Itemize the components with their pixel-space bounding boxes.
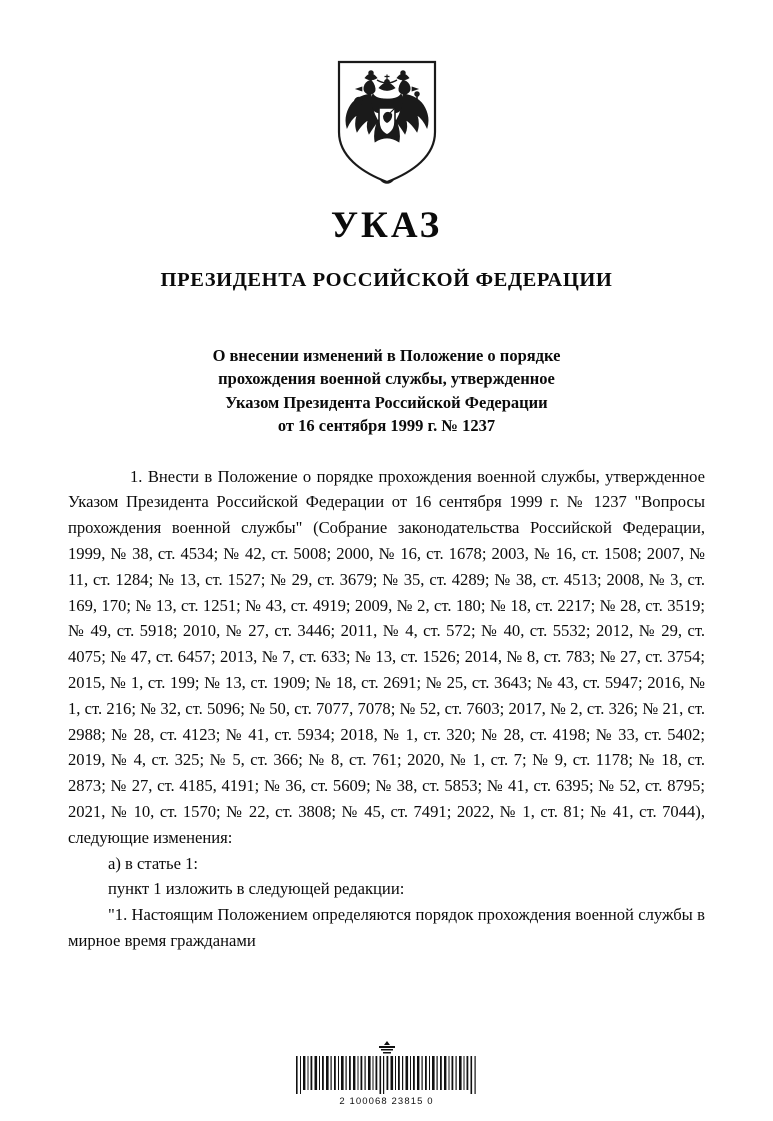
emblem-container (0, 0, 773, 186)
russian-coat-of-arms-icon (331, 58, 443, 186)
body-paragraph-4: "1. Настоящим Положением определяются порядок прохождения военной службы в мирное время гражданами (68, 905, 705, 951)
document-title: УКАЗ (330, 205, 443, 246)
barcode-image (294, 1056, 480, 1094)
document-heading (0, 344, 773, 438)
heading-line-3: Указом Президента Российской Федерации (225, 392, 548, 412)
heading-line-4: от 16 сентября 1999 г. № 1237 (277, 416, 496, 436)
document-body (0, 464, 773, 954)
publisher-mark-icon (374, 1041, 400, 1055)
body-paragraph-1: 1. Внести в Положение о порядке прохождения военной службы, утвержденное Указом Президента Российской Федерации от 16 сентября 1999 г. № 1237 "Вопросы прохождения военной службы" (Собрание законодательства Российской Федерации, 1999, № 38, ст. 4534; № 42, ст. 5008; 2000, № 16, ст. 1678; 2003, № 16, ст. 1508; 2007, № 11, ст. 1284; № 13, ст. 1527; № 29, ст. 3679; № 35, ст. 4289; № 38, ст. 4513; 2008, № 3, ст. 169, 170; № 13, ст. 1251; № 43, ст. 4919; 2009, № 2, ст. 180; № 18, ст. 2217; № 28, ст. 3519; № 49, ст. 5918; 2010, № 27, ст. 3446; 2011, № 4, ст. 572; № 40, ст. 5532; 2012, № 29, ст. 4075; № 47, ст. 6457; 2013, № 7, ст. 633; № 13, ст. 1526; 2014, № 8, ст. 783; № 27, ст. 3754; 2015, № 1, ст. 199; № 13, ст. 1909; № 18, ст. 2691; № 25, ст. 3643; № 43, ст. 5947; 2016, № 1, ст. 216; № 32, ст. 5096; № 50, ст. 7077, 7078; № 52, ст. 7603; 2017, № 2, ст. 326; № 21, ст. 2988; № 28, ст. 4123; № 41, ст. 5934; 2018, № 1, ст. 320; № 28, ст. 4198; № 33, ст. 5402; 2019, № 4, ст. 325; № 5, ст. 366; № 8, ст. 761; 2020, № 1, ст. 7; № 9, ст. 1178; № 18, ст. 2873; № 27, ст. 4185, 4191; № 36, ст. 5609; № 38, ст. 5853; № 41, ст. 6395; № 52, ст. 8795; 2021, № 10, ст. 1570; № 22, ст. 3808; № 45, ст. 7491; 2022, № 1, ст. 81; № 41, ст. 7044), следующие изменения: (68, 466, 705, 847)
barcode-area (0, 1041, 773, 1107)
document-subtitle: ПРЕЗИДЕНТА РОССИЙСКОЙ ФЕДЕРАЦИИ (160, 269, 613, 291)
heading-line-1: О внесении изменений в Положение о порядке (212, 346, 561, 365)
body-paragraph-3: пункт 1 изложить в следующей редакции: (108, 879, 405, 899)
body-paragraph-2: а) в статье 1: (108, 853, 199, 873)
heading-line-2: прохождения военной службы, утвержденное (218, 369, 555, 389)
barcode-digits: 2 100068 23815 0 (339, 1096, 434, 1107)
